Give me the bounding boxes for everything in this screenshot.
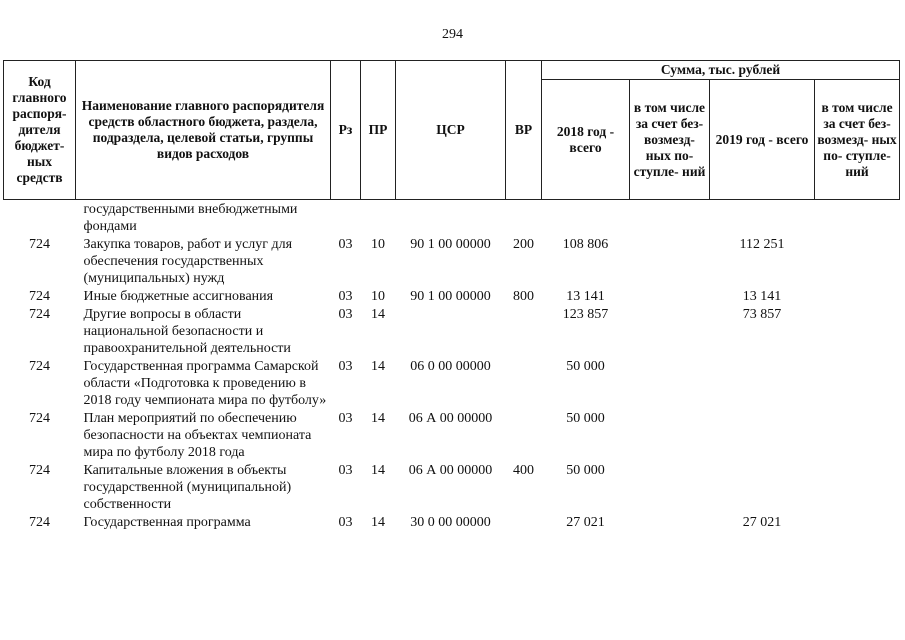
cell-code: 724	[29, 463, 50, 478]
header-name: Наименование главного распорядителя средств областного бюджета, раздела, подраздела, целевой статьи, группы видов расходов	[76, 61, 331, 200]
cell-rz: 03	[338, 237, 353, 252]
cell-2018-total: 50 000	[566, 359, 605, 374]
page-number: 294	[442, 27, 463, 42]
header-2019-total: 2019 год - всего	[710, 80, 815, 200]
cell-2019-total	[710, 358, 815, 410]
cell-2019-free	[815, 358, 900, 410]
cell-code: 724	[29, 307, 50, 322]
cell-csr	[396, 200, 506, 237]
cell-name: Капитальные вложения в объекты государственной (муниципальной) собственности	[83, 463, 292, 512]
table-row	[4, 514, 900, 532]
cell-vr	[506, 514, 542, 532]
header-2018-total: 2018 год - всего	[542, 80, 630, 200]
cell-2019-free	[815, 410, 900, 462]
cell-2019-free	[815, 462, 900, 514]
cell-rz: 03	[338, 515, 353, 530]
cell-code: 724	[29, 411, 50, 426]
cell-rz: 03	[338, 359, 353, 374]
cell-2019-free	[815, 306, 900, 358]
cell-vr	[506, 306, 542, 358]
cell-vr: 200	[513, 237, 534, 252]
cell-rz: 03	[338, 463, 353, 478]
cell-2018-total: 123 857	[562, 307, 609, 322]
header-2018-free: в том числе за счет без- возмезд- ных по- ступле- ний	[630, 80, 710, 200]
table-row	[4, 288, 900, 306]
table-row	[4, 410, 900, 462]
cell-vr: 400	[513, 463, 534, 478]
cell-2018-free	[630, 200, 710, 237]
cell-2019-total	[710, 462, 815, 514]
cell-name: Закупка товаров, работ и услуг для обеспечения государственных (муниципальных) нужд	[83, 237, 293, 286]
cell-2018-free	[630, 410, 710, 462]
cell-2019-total: 112 251	[739, 237, 785, 252]
cell-2019-free	[815, 514, 900, 532]
table-header	[4, 61, 900, 200]
header-vr: ВР	[506, 61, 542, 200]
header-pr: ПР	[361, 61, 396, 200]
cell-2019-total	[710, 410, 815, 462]
budget-table	[3, 60, 900, 532]
table-row	[4, 200, 900, 237]
cell-2018-total: 108 806	[562, 237, 609, 252]
cell-2019-total: 27 021	[742, 515, 782, 530]
cell-name: Другие вопросы в области национальной безопасности и правоохранительной деятельности	[83, 307, 291, 356]
cell-name: Иные бюджетные ассигнования	[83, 289, 274, 304]
cell-2018-total: 13 141	[566, 289, 605, 304]
cell-2018-free	[630, 306, 710, 358]
cell-2018-total: 50 000	[566, 463, 605, 478]
cell-pr: 14	[371, 411, 385, 426]
table-row	[4, 306, 900, 358]
cell-csr	[396, 306, 506, 358]
cell-name: Государственная программа Самарской области «Подготовка к проведению в 2018 году чемпионата мира по футболу»	[83, 359, 327, 408]
cell-code: 724	[29, 289, 50, 304]
cell-2019-free	[815, 288, 900, 306]
header-code: Код главного распоря- дителя бюджет- ных средств	[4, 61, 76, 200]
cell-2018-free	[630, 358, 710, 410]
cell-pr: 10	[371, 237, 385, 252]
cell-csr: 90 1 00 00000	[410, 289, 491, 304]
header-rz: Рз	[331, 61, 361, 200]
cell-2018-total: 27 021	[566, 515, 605, 530]
cell-rz	[331, 200, 361, 237]
cell-vr: 800	[513, 289, 534, 304]
cell-rz: 03	[338, 289, 353, 304]
cell-2019-free	[815, 200, 900, 237]
header-csr: ЦСР	[396, 61, 506, 200]
cell-2018-free	[630, 514, 710, 532]
cell-2019-total: 73 857	[742, 307, 782, 322]
cell-csr: 30 0 00 00000	[410, 515, 491, 530]
cell-2019-total: 13 141	[742, 289, 782, 304]
cell-2018-total: 50 000	[566, 411, 605, 426]
cell-rz: 03	[338, 411, 353, 426]
cell-pr: 14	[371, 515, 385, 530]
cell-pr: 14	[371, 307, 385, 322]
cell-vr	[506, 410, 542, 462]
cell-vr	[506, 200, 542, 237]
cell-2018-total	[542, 200, 630, 237]
cell-code: 724	[29, 515, 50, 530]
cell-pr: 10	[371, 289, 385, 304]
cell-name: План мероприятий по обеспечению безопасности на объектах чемпионата мира по футболу 2018 года	[83, 411, 312, 460]
header-2019-free: в том числе за счет без- возмезд- ных по- ступле- ний	[815, 80, 900, 200]
table-row	[4, 462, 900, 514]
table-body	[4, 200, 900, 533]
cell-rz: 03	[338, 307, 353, 322]
cell-pr: 14	[371, 463, 385, 478]
cell-name: Государственная программа	[83, 515, 251, 530]
cell-2019-free	[815, 236, 900, 288]
cell-csr: 06 А 00 00000	[408, 411, 493, 426]
cell-code	[4, 200, 76, 237]
table-row	[4, 236, 900, 288]
cell-pr	[361, 200, 396, 237]
cell-2018-free	[630, 236, 710, 288]
table-row	[4, 358, 900, 410]
cell-code: 724	[29, 359, 50, 374]
cell-pr: 14	[371, 359, 385, 374]
header-sum-group: Сумма, тыс. рублей	[542, 61, 900, 80]
cell-vr	[506, 358, 542, 410]
cell-2018-free	[630, 288, 710, 306]
cell-csr: 90 1 00 00000	[410, 237, 491, 252]
cell-name: государственными внебюджетными фондами	[83, 202, 298, 234]
cell-2019-total	[710, 200, 815, 237]
cell-csr: 06 А 00 00000	[408, 463, 493, 478]
cell-2018-free	[630, 462, 710, 514]
cell-csr: 06 0 00 00000	[410, 359, 491, 374]
cell-code: 724	[29, 237, 50, 252]
